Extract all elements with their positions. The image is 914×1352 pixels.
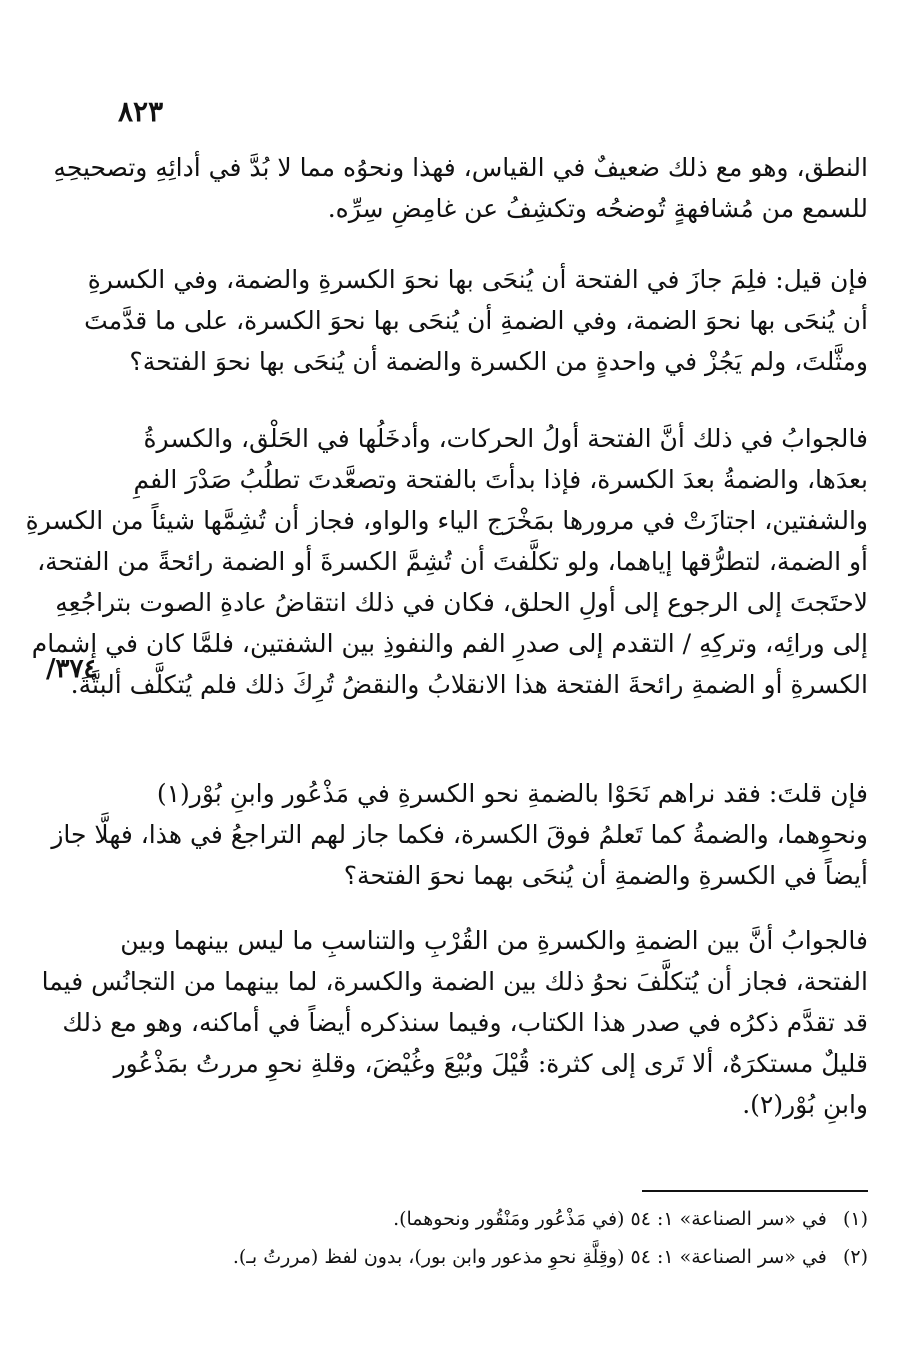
footnote-number: (٢): [842, 1246, 868, 1268]
text-line: إلى ورائِه، وتركِهِ / التقدم إلى صدرِ الفم والنفوذِ بين الشفتين، فلمَّا كان في إشمام: [31, 629, 868, 658]
text-line: للسمع من مُشافهةٍ تُوضحُه وتكشِفُ عن غامِضِ سِرِّه.: [327, 194, 868, 223]
text-line: ونحوِهما، والضمةُ كما تَعلمُ فوقَ الكسرة، فكما جاز لهم التراجعُ في هذا، فهلَّا جاز: [51, 820, 868, 849]
footnote-text: في «سر الصناعة» ١: ٥٤ (وقِلَّةِ نحوِ مذعور وابن بور)، بدون لفظ (مررتُ بـ).: [232, 1246, 827, 1268]
text-line: قد تقدَّم ذكرُه في صدر هذا الكتاب، وفيما سنذكره أيضاً في أماكنه، وهو مع ذلك: [62, 1008, 868, 1037]
text-line: ومثَّلتَ، ولم يَجُزْ في واحدةٍ من الكسرة والضمة أن يُنحَى بها نحوَ الفتحة؟: [129, 347, 868, 376]
text-line: فالجوابُ أنَّ بين الضمةِ والكسرةِ من القُرْبِ والتناسبِ ما ليس بينهما وبين: [120, 926, 868, 955]
text-line: لاحتَجتَ إلى الرجوع إلى أولِ الحلق، فكان في ذلك انتقاضُ عادةِ الصوت بتراجُعِهِ: [55, 588, 868, 617]
paragraph-1: [53, 147, 868, 229]
footnote-divider: [642, 1190, 868, 1192]
paragraph-5: [41, 920, 868, 1125]
text-line: وابنِ بُوْر(٢).: [742, 1090, 868, 1119]
text-line: أيضاً في الكسرةِ والضمةِ أن يُنحَى بهما نحوَ الفتحة؟: [343, 861, 868, 890]
text-line: أن يُنحَى بها نحوَ الضمة، وفي الضمةِ أن يُنحَى بها نحوَ الكسرة، على ما قدَّمتَ: [84, 306, 868, 335]
page-number: ٨٢٣: [118, 95, 164, 128]
footnote-text: في «سر الصناعة» ١: ٥٤ (في مَذْعُور ومَنْقُور ونحوهما).: [393, 1208, 827, 1230]
text-line: فالجوابُ في ذلك أنَّ الفتحة أولُ الحركات، وأدخَلُها في الحَلْق، والكسرةُ: [143, 424, 868, 453]
text-line: والشفتين، اجتازَتْ في مرورها بمَخْرَج الياء والواو، فجاز أن تُشِمَّها شيئاً من الكسرةِ: [25, 506, 868, 535]
text-line: بعدَها، والضمةُ بعدَ الكسرة، فإذا بدأتَ بالفتحة وتصعَّدتَ تطلُبُ صَدْرَ الفمِ: [133, 465, 868, 494]
footnote-2: [108, 1244, 868, 1270]
paragraph-4: [51, 773, 868, 896]
text-line: الفتحة، فجاز أن يُتكلَّفَ نحوُ ذلك بين الضمة والكسرة، لما بينهما من التجانُس فيما: [41, 967, 868, 996]
text-line: الكسرةِ أو الضمةِ رائحةَ الفتحة هذا الانقلابُ والنقضُ تُرِكَ ذلك فلم يُتكلَّف ألبتَّةَ.: [70, 670, 868, 699]
text-line: فإن قلتَ: فقد نراهم نَحَوْا بالضمةِ نحو الكسرةِ في مَذْعُور وابنِ بُوْر(١): [156, 779, 868, 808]
paragraph-2: [84, 259, 868, 382]
text-line: قليلٌ مستكرَهٌ، ألا تَرى إلى كثرة: قُيْلَ وبُيْعَ وغُيْضَ، وقلةِ نحوِ مررتُ بمَذْعُور: [113, 1049, 868, 1078]
text-line: النطق، وهو مع ذلك ضعيفٌ في القياس، فهذا ونحوُه مما لا بُدَّ في أدائِهِ وتصحيحِهِ: [53, 153, 868, 182]
margin-page-reference: ٣٧٤/: [46, 654, 98, 684]
text-line: فإن قيل: فلِمَ جازَ في الفتحة أن يُنحَى بها نحوَ الكسرةِ والضمة، وفي الكسرةِ: [87, 265, 868, 294]
footnote-1: [108, 1206, 868, 1232]
footnote-number: (١): [842, 1208, 868, 1230]
text-line: أو الضمة، لتطرُّقها إياهما، ولو تكلَّفتَ أن تُشِمَّ الكسرةَ أو الضمة رائحةً من الفتحة،: [37, 547, 868, 576]
